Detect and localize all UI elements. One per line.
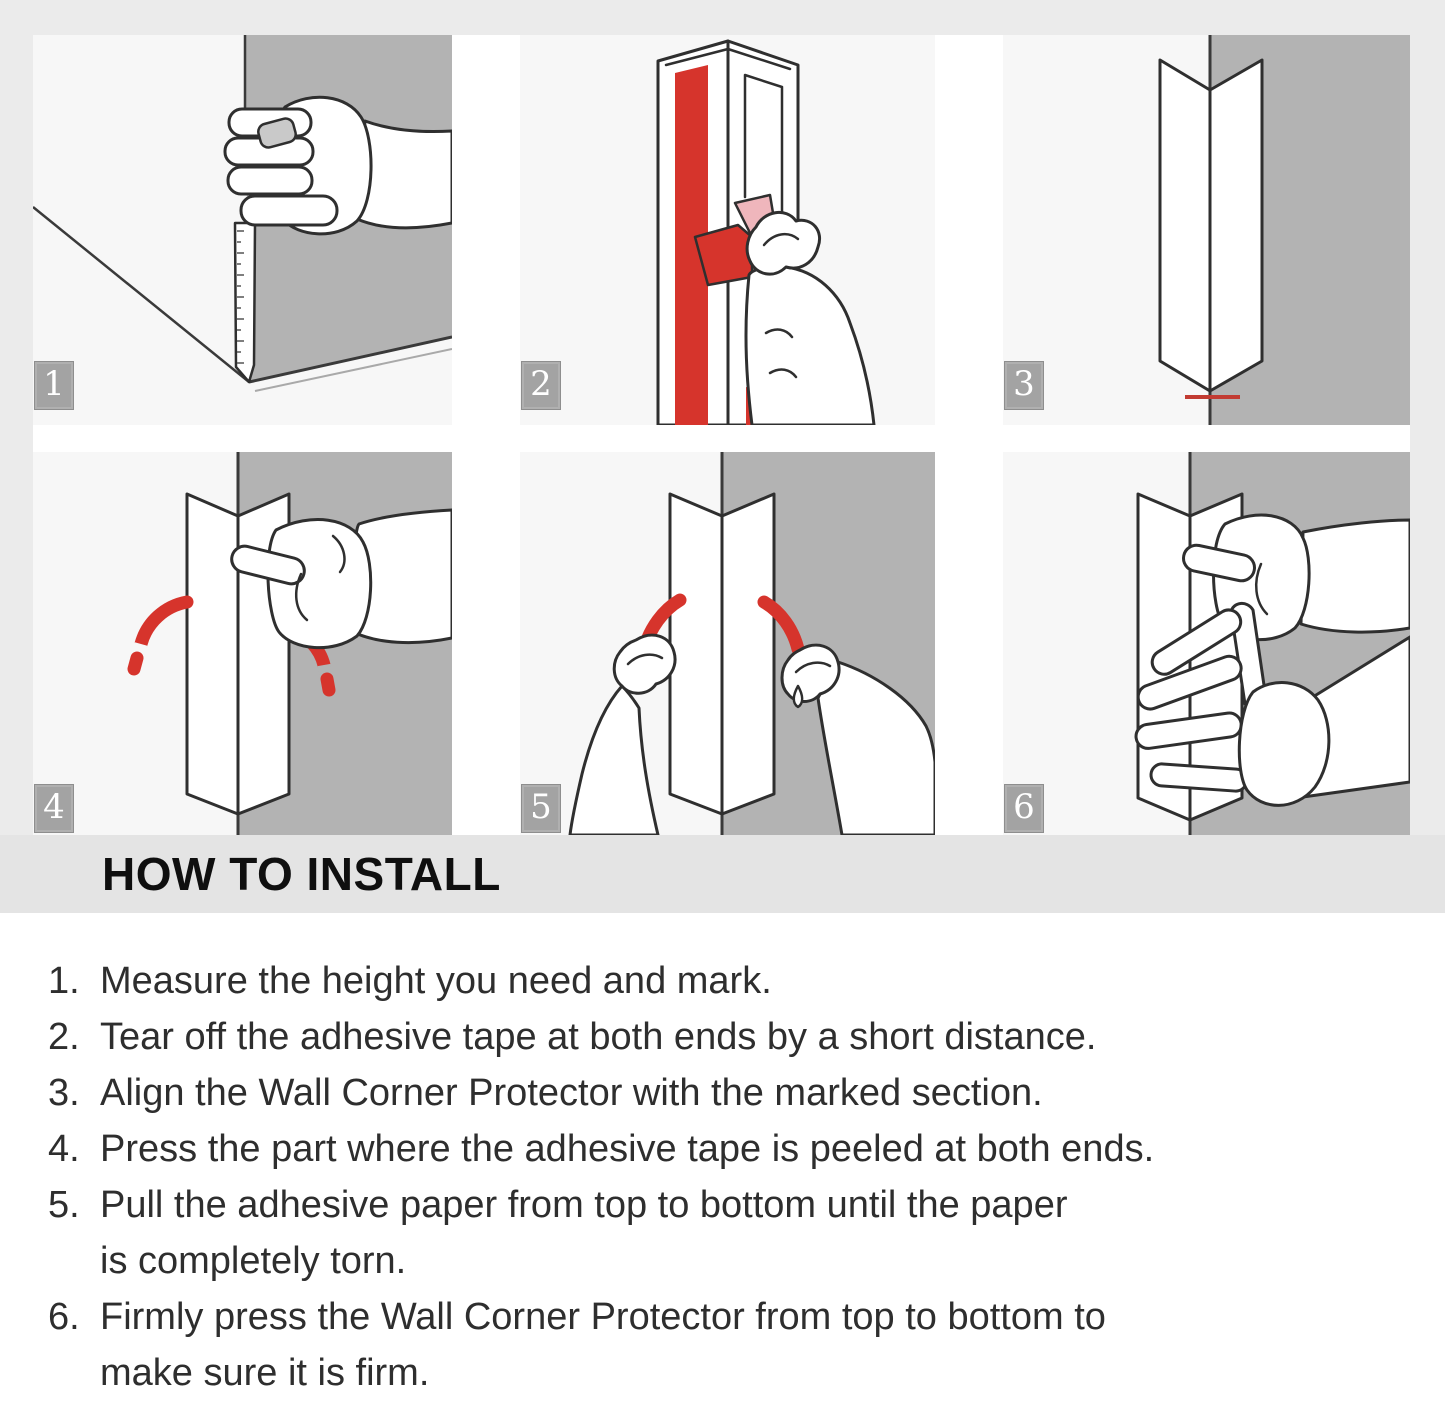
measuring-tape-icon — [235, 223, 255, 382]
instruction-text: is completely torn. — [100, 1240, 407, 1282]
step-panel-2 — [520, 35, 935, 425]
step-number-badge: 5 — [521, 784, 561, 833]
instruction-number: 5. — [48, 1184, 80, 1226]
heading-band — [0, 835, 1445, 913]
illustration-step-4 — [33, 452, 452, 835]
step-panel-4 — [33, 452, 452, 835]
step-panel-3 — [1003, 35, 1410, 425]
instruction-number: 1. — [48, 960, 80, 1002]
instruction-text: make sure it is firm. — [100, 1352, 430, 1394]
step-panels-grid — [33, 35, 1410, 835]
water-drop-icon — [794, 686, 802, 707]
instruction-number — [48, 1345, 100, 1401]
instruction-number: 4. — [48, 1128, 80, 1170]
instruction-text: Firmly press the Wall Corner Protector from top to bottom to — [100, 1296, 1106, 1338]
instruction-text: Measure the height you need and mark. — [100, 960, 772, 1002]
step-number-badge: 3 — [1004, 361, 1044, 410]
illustration-step-1 — [33, 35, 452, 425]
instruction-row — [0, 1009, 1445, 1065]
instruction-row — [0, 1345, 1445, 1401]
step-number-badge: 6 — [1004, 784, 1044, 833]
hand-icon-left — [570, 635, 675, 835]
corner-protector — [670, 494, 774, 814]
step-panel-1 — [33, 35, 452, 425]
instruction-number: 6. — [48, 1296, 80, 1338]
instruction-row — [0, 1121, 1445, 1177]
instruction-text: Align the Wall Corner Protector with the marked section. — [100, 1072, 1043, 1114]
step-number-badge: 2 — [521, 361, 561, 410]
instruction-number: 2. — [48, 1016, 80, 1058]
instruction-text: Tear off the adhesive tape at both ends by a short distance. — [100, 1016, 1097, 1058]
hand-icon — [746, 212, 874, 425]
illustration-step-2 — [520, 35, 935, 425]
step-number-badge: 1 — [34, 361, 74, 410]
illustration-step-5 — [520, 452, 935, 835]
step-panel-6 — [1003, 452, 1410, 835]
instruction-row — [0, 1233, 1445, 1289]
step-number-badge: 4 — [34, 784, 74, 833]
instruction-row — [0, 1065, 1445, 1121]
corner-protector — [1160, 60, 1262, 391]
instruction-row — [0, 953, 1445, 1009]
instruction-number — [48, 1233, 100, 1289]
step-panel-5 — [520, 452, 935, 835]
illustration-step-6 — [1003, 452, 1410, 835]
instruction-list — [0, 913, 1445, 1405]
instruction-text: Pull the adhesive paper from top to bottom until the paper — [100, 1184, 1068, 1226]
instruction-number: 3. — [48, 1072, 80, 1114]
instruction-row — [0, 1289, 1445, 1345]
instruction-text: Press the part where the adhesive tape is peeled at both ends. — [100, 1128, 1155, 1170]
page-title: HOW TO INSTALL — [102, 848, 501, 900]
instruction-row — [0, 1177, 1445, 1233]
illustration-step-3 — [1003, 35, 1410, 425]
